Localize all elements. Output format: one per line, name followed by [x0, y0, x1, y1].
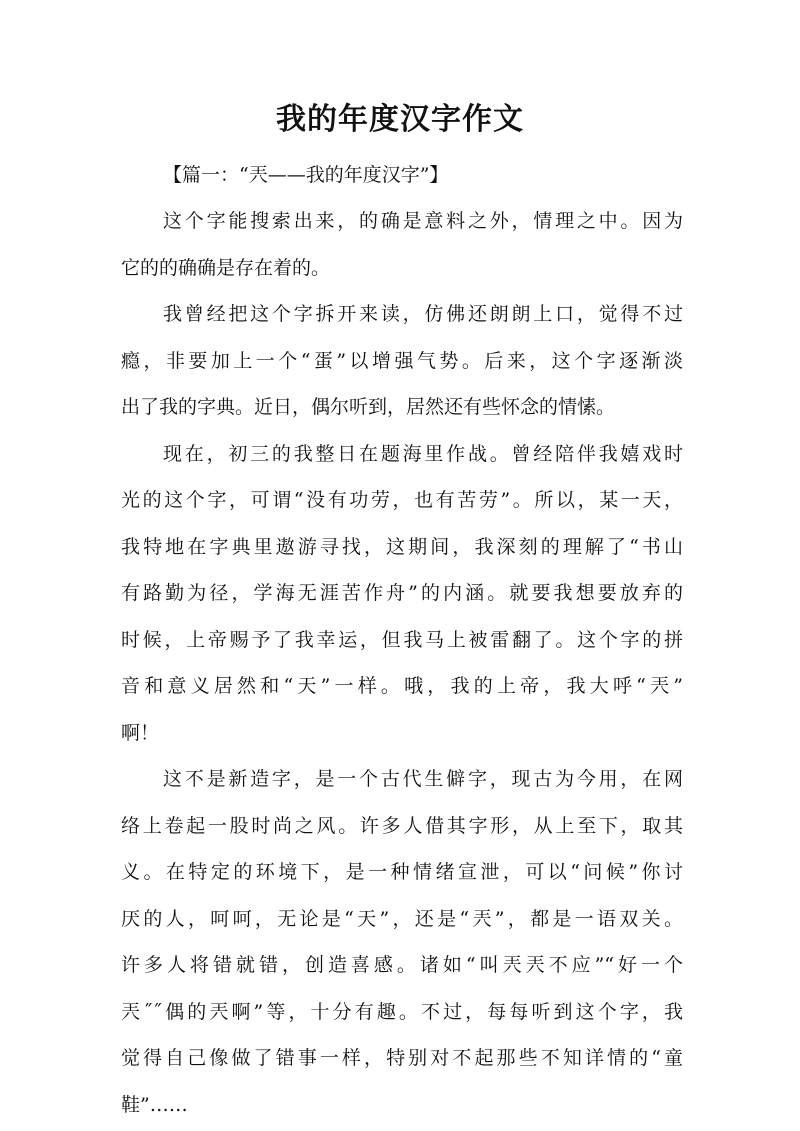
- paragraph-line: 义。在特定的环境下，是一种情绪宣泄，可以“问候”你讨: [121, 861, 683, 883]
- paragraph-line: 我特地在字典里遨游寻找，这期间，我深刻的理解了“书山: [121, 535, 683, 558]
- paragraph-line: 啊！: [121, 721, 160, 744]
- paragraph-line: 兲˝˝偶的兲啊”等，十分有趣。不过，每每听到这个字，我: [121, 1000, 683, 1023]
- paragraph-line: 瘾，非要加上一个“蛋”以增强气势。后来，这个字逐渐淡: [121, 349, 683, 372]
- paragraph-3: [121, 431, 683, 757]
- paragraph-2: [121, 291, 683, 431]
- paragraph-line: 音和意义居然和“天”一样。哦，我的上帝，我大呼“兲”: [121, 675, 683, 697]
- paragraph-line: 鞋”……: [121, 1093, 188, 1116]
- paragraph-1: [121, 198, 683, 291]
- paragraph-line: 许多人将错就错，创造喜感。诸如“叫兲兲不应”“好一个: [121, 954, 683, 976]
- paragraph-line: 光的这个字，可谓“没有功劳，也有苦劳”。所以，某一天，: [121, 489, 683, 511]
- paragraph-line: 它的的确确是存在着的。: [121, 256, 331, 279]
- paragraph-4: [121, 756, 683, 1128]
- paragraph-line: 出了我的字典。近日，偶尔听到，居然还有些怀念的情愫。: [121, 396, 616, 418]
- paragraph-line: 这不是新造字，是一个古代生僻字，现古为今用，在网: [163, 768, 683, 790]
- paragraph-line: 这个字能搜索出来，的确是意料之外，情理之中。因为: [163, 210, 683, 232]
- paragraph-line: 络上卷起一股时尚之风。许多人借其字形，从上至下，取其: [121, 814, 683, 837]
- paragraph-line: 我曾经把这个字拆开来读，仿佛还朗朗上口，觉得不过: [163, 303, 683, 325]
- document-body: [121, 152, 683, 1128]
- paragraph-line: 厌的人，呵呵，无论是“天”，还是“兲”，都是一语双关。: [121, 907, 683, 930]
- paragraph-line: 觉得自己像做了错事一样，特别对不起那些不知详情的“童: [121, 1047, 683, 1069]
- document-title: 我的年度汉字作文: [276, 102, 524, 137]
- section-heading: 【篇一：“兲——我的年度汉字”】: [163, 164, 449, 186]
- paragraph-line: 时候，上帝赐予了我幸运，但我马上被雷翻了。这个字的拼: [121, 628, 683, 651]
- paragraph-line: 有路勤为径，学海无涯苦作舟”的内涵。就要我想要放弃的: [121, 582, 683, 604]
- paragraph-line: 现在，初三的我整日在题海里作战。曾经陪伴我嬉戏时: [163, 442, 683, 465]
